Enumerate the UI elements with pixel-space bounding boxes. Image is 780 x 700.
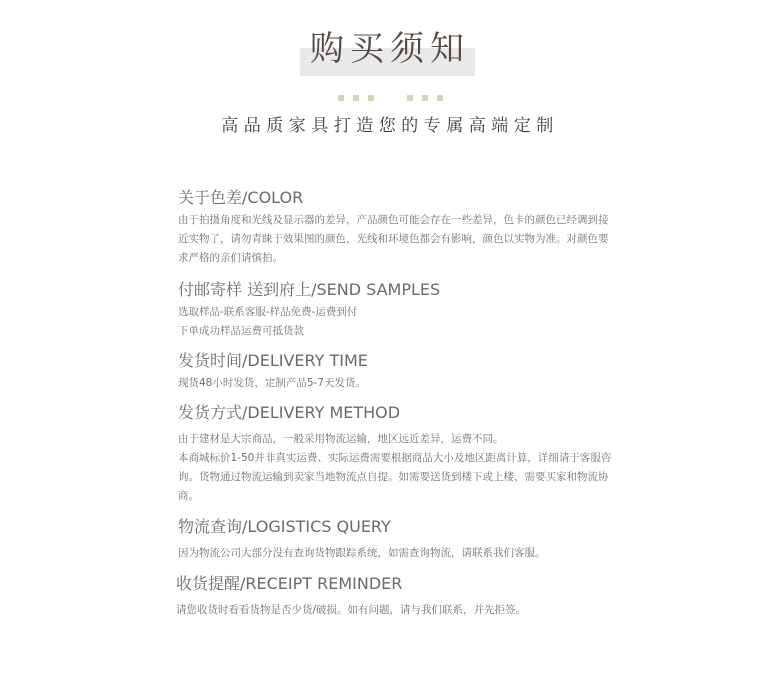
section-delivery-time [178, 350, 618, 393]
dot [422, 95, 428, 101]
section-heading: 物流查询/LOGISTICS QUERY [178, 517, 391, 536]
section-heading: 收货提醒/RECEIPT REMINDER [176, 574, 403, 593]
section-heading: 发货方式/DELIVERY METHOD [178, 403, 401, 422]
section-text: 下单成功样品运费可抵货款 [178, 325, 304, 337]
section-text: 因为物流公司大部分没有查询货物跟踪系统，如需查询物流，请联系我们客服。 [178, 547, 546, 559]
section-heading: 发货时间/DELIVERY TIME [178, 351, 368, 370]
page-subtitle: 高品质家具打造您的专属高端定制 [221, 116, 559, 136]
section-text: 请您收货时看看货物是否少货/破损。如有问题，请与我们联系，并先拒签。 [176, 604, 527, 616]
section-text: 由于拍摄角度和光线及显示器的差异，产品颜色可能会存在一些差异，色卡的颜色已经调到接近实物了，请勿青睐于效果图的颜色，光线和环境色都会有影响，颜色以实物为准。对颜色要求严格的亲们请慎拍。 [178, 214, 609, 264]
section-text: 由于建材是大宗商品，一般采用物流运输，地区远近差异，运费不同。 [178, 433, 504, 445]
dot [437, 95, 443, 101]
dot [407, 95, 413, 101]
section-color [178, 187, 618, 268]
section-text: 现货48小时发货，定制产品5-7天发货。 [178, 377, 367, 389]
page-title-block [0, 26, 780, 86]
section-text: 本商城标价1-50并非真实运费、实际运费需要根据商品大小及地区距离计算，详细请于客服咨询。货物通过物流运输到卖家当地物流点自提。如需要送货到楼下或上楼，需要买家和物流协商。 [178, 452, 612, 502]
section-heading: 关于色差/COLOR [178, 188, 304, 207]
section-send-samples [178, 279, 618, 341]
dot [353, 95, 359, 101]
section-text: 选取样品-联系客服-样品免费-运费到付 [178, 306, 358, 318]
decorative-dots-right [407, 95, 443, 101]
section-logistics-query [178, 516, 618, 563]
dot [338, 95, 344, 101]
section-heading: 付邮寄样 送到府上/SEND SAMPLES [178, 280, 441, 299]
section-delivery-method [178, 402, 618, 506]
section-receipt-reminder [176, 573, 616, 620]
dot [368, 95, 374, 101]
page-title: 购买须知 [310, 29, 470, 69]
decorative-dots-left [338, 95, 374, 101]
